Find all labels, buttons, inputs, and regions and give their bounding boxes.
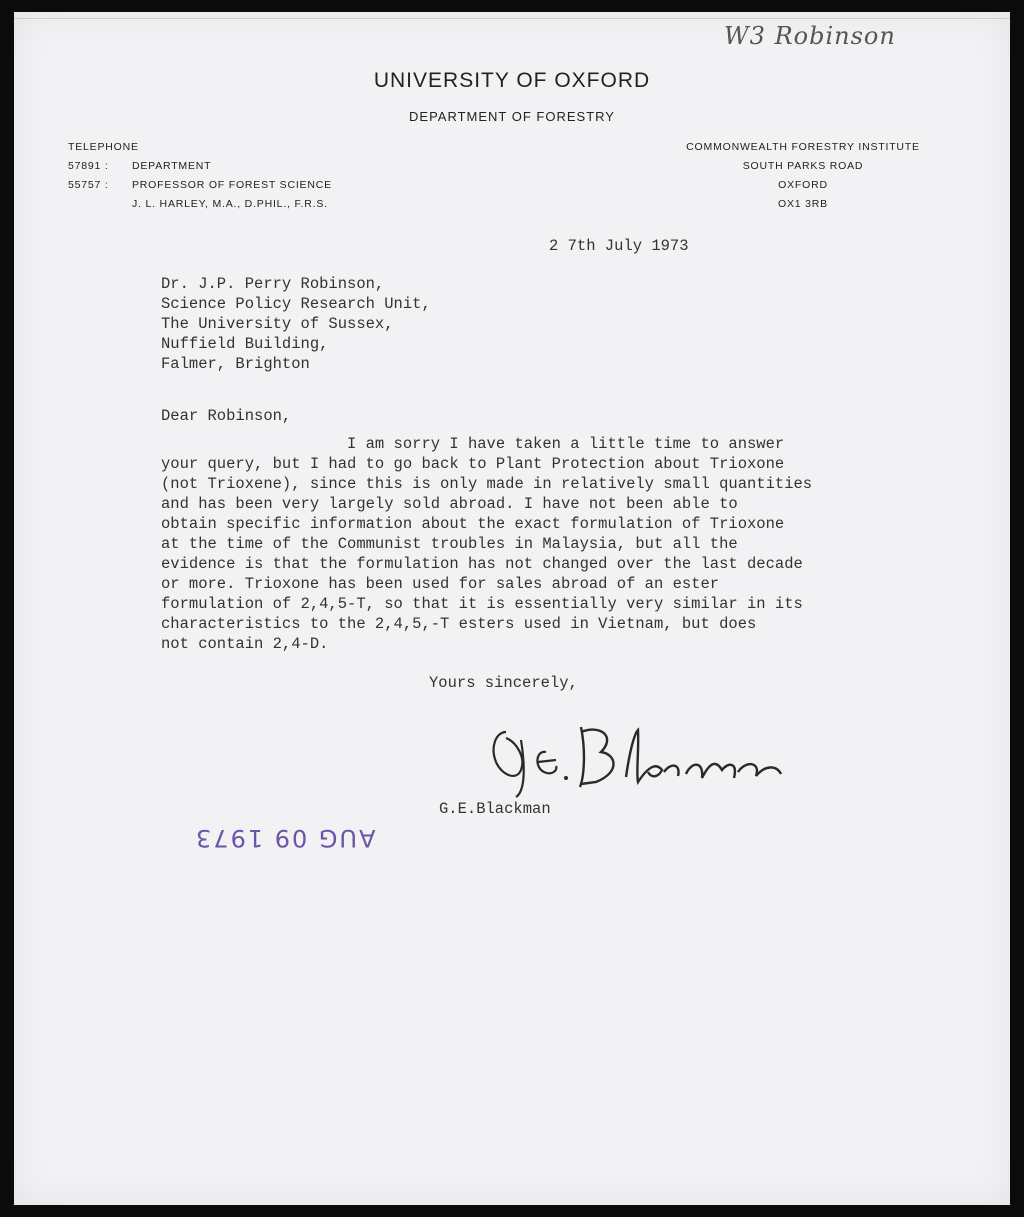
letter-page	[14, 12, 1010, 1205]
letter-date: 2 7th July 1973	[549, 237, 689, 255]
telephone-block	[68, 138, 332, 214]
professor-name: J. L. HARLEY, M.A., D.PHIL., F.R.S.	[132, 198, 328, 210]
phone-number-department: 57891 :	[68, 160, 109, 172]
phone-row-professor	[68, 176, 332, 195]
department-title: DEPARTMENT OF FORESTRY	[409, 109, 615, 124]
recipient-line: Dr. J.P. Perry Robinson,	[161, 275, 385, 293]
institute-city: OXFORD	[778, 179, 828, 191]
salutation: Dear Robinson,	[161, 407, 292, 425]
recipient-line: Falmer, Brighton	[161, 355, 310, 373]
top-rule	[14, 18, 1010, 19]
recipient-line: Science Policy Research Unit,	[161, 295, 431, 313]
recipient-address	[161, 274, 431, 374]
phone-number-professor: 55757 :	[68, 179, 109, 191]
institute-street: SOUTH PARKS ROAD	[742, 160, 864, 172]
handwritten-annotation: W3 Robinson	[724, 22, 896, 50]
telephone-label: TELEPHONE	[68, 141, 139, 153]
institute-name: COMMONWEALTH FORESTRY INSTITUTE	[686, 141, 920, 153]
institute-postcode: OX1 3RB	[778, 198, 828, 210]
closing: Yours sincerely,	[429, 674, 578, 692]
recipient-line: Nuffield Building,	[161, 335, 329, 353]
phone-label-department: DEPARTMENT	[132, 160, 212, 172]
signatory-name: G.E.Blackman	[439, 800, 551, 818]
letter-body: I am sorry I have taken a little time to answer your query, but I had to go back to Plant Protection about Trioxone (not Trioxene), since this is only made in relatively small quantities and has been very largely sold abroad. I have not been able to obtain specific information about the exact formulation of Trioxone at the time of the Communist troubles in Malaysia, but all the evidence is that the formulation has not changed over the last decade or more. Trioxone has been used for sales abroad of an ester formulation of 2,4,5-T, so that it is essentially very similar in its characteristics to the 2,4,5,-T esters used in Vietnam, but does not contain 2,4-D.	[161, 435, 813, 653]
phone-label-professor: PROFESSOR OF FOREST SCIENCE	[132, 179, 332, 191]
institute-address-block	[668, 138, 938, 214]
handwritten-signature	[476, 712, 816, 802]
recipient-line: The University of Sussex,	[161, 315, 394, 333]
university-title: UNIVERSITY OF OXFORD	[373, 69, 651, 92]
phone-row-department	[68, 157, 332, 176]
received-date-stamp: AUG 09 1973	[194, 824, 376, 852]
